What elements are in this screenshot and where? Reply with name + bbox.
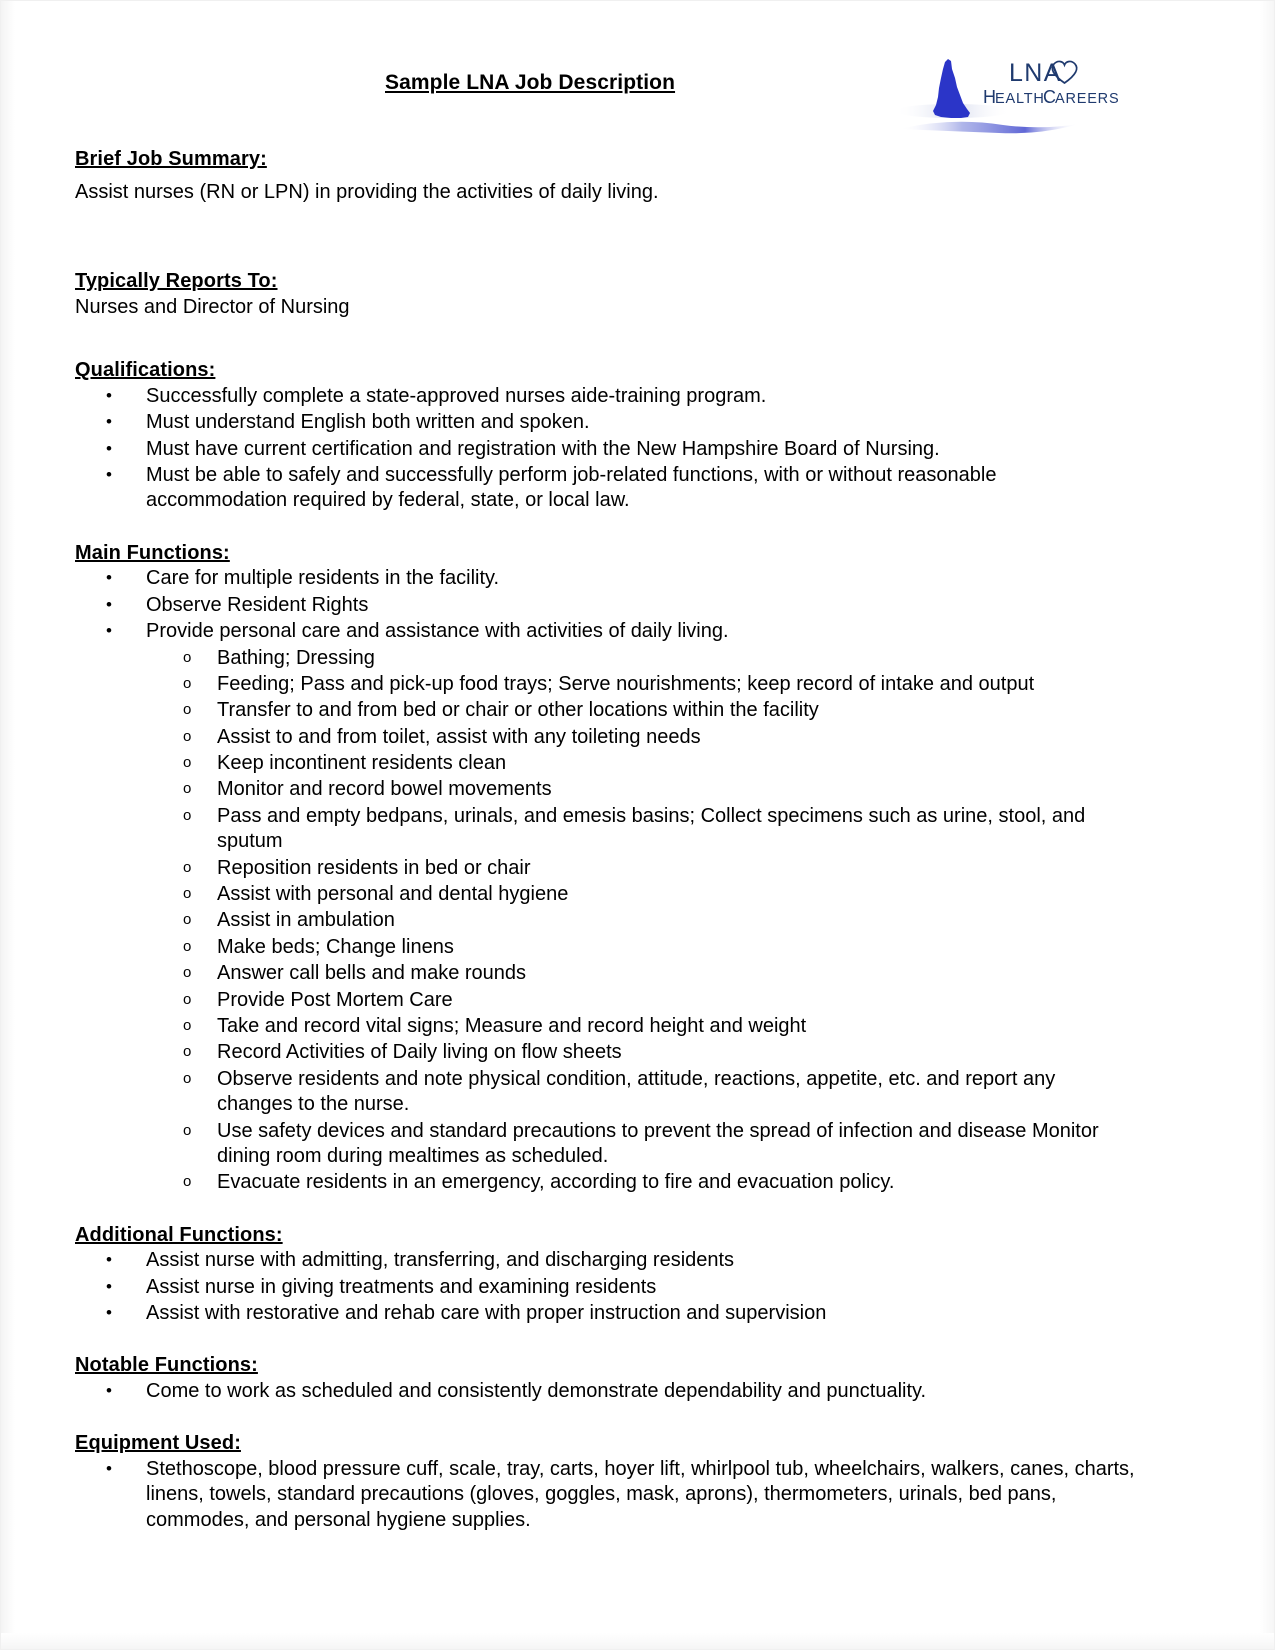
list-item-text: Use safety devices and standard precautions to prevent the spread of infection and disease Monitor dining room during mealtimes as scheduled. [217, 1119, 1099, 1167]
bullet-marker: • [106, 385, 112, 405]
additional-functions-list [75, 1248, 1135, 1326]
list-item-text: Bathing; Dressing [217, 646, 375, 669]
list-item [75, 751, 1135, 776]
list-item-text: Keep incontinent residents clean [217, 752, 507, 775]
subbullet-marker: o [183, 1016, 192, 1034]
list-item-text: Observe Resident Rights [146, 593, 369, 616]
list-item [75, 698, 1135, 723]
subbullet-marker: o [183, 648, 192, 666]
list-item [75, 619, 1135, 644]
subbullet-marker: o [183, 1069, 192, 1087]
page-edge-shadow-right [1260, 1, 1274, 1649]
list-item [75, 908, 1135, 933]
list-item [75, 1379, 1135, 1404]
list-item-text: Reposition residents in bed or chair [217, 856, 531, 879]
bullet-marker: • [106, 1303, 112, 1323]
logo-brand-secondary-ealth: EALTH [995, 91, 1045, 107]
list-item-text: Must be able to safely and successfully perform job-related functions, with or without reasonable accommodation required by federal, state, or local law. [146, 463, 997, 512]
bullet-marker: • [106, 568, 112, 588]
subbullet-marker: o [183, 858, 192, 876]
list-item-text: Provide Post Mortem Care [217, 988, 453, 1011]
list-item [75, 593, 1135, 618]
list-item [75, 1067, 1135, 1118]
list-item-text: Come to work as scheduled and consistently demonstrate dependability and punctuality. [146, 1380, 927, 1403]
list-item [75, 882, 1135, 907]
list-item-text: Care for multiple residents in the facility. [146, 567, 500, 590]
list-item-text: Record Activities of Daily living on flow sheets [217, 1041, 622, 1064]
logo-brand-secondary-c: C [1043, 87, 1057, 107]
bullet-marker: • [106, 1381, 112, 1401]
list-item-text: Assist with personal and dental hygiene [217, 883, 569, 906]
subbullet-marker: o [183, 780, 192, 798]
list-item [75, 988, 1135, 1013]
subbullet-marker: o [183, 754, 192, 772]
list-item-text: Evacuate residents in an emergency, according to fire and evacuation policy. [217, 1171, 895, 1194]
list-item [75, 935, 1135, 960]
bullet-marker: • [106, 412, 112, 432]
lna-health-careers-logo [891, 51, 1127, 137]
document-header [75, 59, 1135, 147]
subbullet-marker: o [183, 964, 192, 982]
heading-brief-job-summary: Brief Job Summary: [75, 148, 267, 170]
list-item-text: Answer call bells and make rounds [217, 962, 527, 985]
subbullet-marker: o [183, 885, 192, 903]
subbullet-marker: o [183, 911, 192, 929]
page-title: Sample LNA Job Description [385, 71, 676, 94]
heading-main-functions: Main Functions: [75, 541, 230, 564]
list-item [75, 1170, 1135, 1195]
list-item [75, 384, 1135, 409]
list-item [75, 1119, 1135, 1170]
list-item-text: Feeding; Pass and pick-up food trays; Serve nourishments; keep record of intake and output [217, 672, 1035, 695]
list-item-text: Must understand English both written and spoken. [146, 411, 590, 434]
list-item [75, 463, 1135, 514]
bullet-marker: • [106, 594, 112, 614]
list-item-text: Must have current certification and registration with the New Hampshire Board of Nursing. [146, 437, 940, 460]
list-item-text: Stethoscope, blood pressure cuff, scale, tray, carts, hoyer lift, whirlpool tub, wheelchairs, walkers, canes, charts, linens, towels, standard precautions (gloves, goggles, mask, aprons), thermometers, urinals, bed pans, commodes, and personal hygiene supplies. [146, 1458, 1135, 1531]
bullet-marker: • [106, 1276, 112, 1296]
list-item [75, 961, 1135, 986]
list-item-text: Observe residents and note physical condition, attitude, reactions, appetite, etc. and report any changes to the nurse. [217, 1067, 1056, 1116]
subbullet-marker: o [183, 1121, 192, 1139]
list-item [75, 646, 1135, 671]
bullet-marker: • [106, 438, 112, 458]
subbullet-marker: o [183, 1043, 192, 1061]
subbullet-marker: o [183, 727, 192, 745]
new-hampshire-state-icon [933, 59, 970, 118]
qualifications-list [75, 384, 1135, 514]
page-edge-shadow-left [1, 1, 15, 1649]
heading-notable-functions: Notable Functions: [75, 1354, 258, 1377]
list-item [75, 437, 1135, 462]
list-item-text: Transfer to and from bed or chair or other locations within the facility [217, 699, 819, 722]
brief-job-summary-body: Assist nurses (RN or LPN) in providing the activities of daily living. [75, 180, 659, 203]
list-item [75, 725, 1135, 750]
main-functions-list [75, 566, 1135, 644]
bullet-marker: • [106, 464, 112, 484]
list-item-text: Assist nurse in giving treatments and examining residents [146, 1275, 657, 1298]
logo-brand-primary: LNA [1009, 59, 1062, 87]
heading-typically-reports-to: Typically Reports To: [75, 269, 278, 292]
subbullet-marker: o [183, 990, 192, 1008]
main-functions-sublist [75, 646, 1135, 1196]
list-item-text: Assist to and from toilet, assist with any toileting needs [217, 725, 701, 748]
heading-qualifications: Qualifications: [75, 359, 216, 382]
list-item [75, 1040, 1135, 1065]
heading-equipment-used: Equipment Used: [75, 1432, 241, 1455]
list-item-text: Assist with restorative and rehab care with proper instruction and supervision [146, 1302, 827, 1325]
list-item [75, 804, 1135, 855]
logo-brand-secondary-areers: AREERS [1055, 91, 1120, 107]
list-item [75, 672, 1135, 697]
document-content [75, 59, 1135, 1534]
subbullet-marker: o [183, 1173, 192, 1191]
list-item-text: Pass and empty bedpans, urinals, and emesis basins; Collect specimens such as urine, stool, and sputum [217, 804, 1086, 853]
logo-brand-secondary: H [983, 87, 997, 107]
list-item-text: Monitor and record bowel movements [217, 778, 552, 801]
list-item [75, 777, 1135, 802]
list-item [75, 410, 1135, 435]
list-item [75, 1014, 1135, 1039]
list-item [75, 1301, 1135, 1326]
typically-reports-to-body: Nurses and Director of Nursing [75, 296, 350, 319]
logo-swoosh [899, 122, 1079, 134]
subbullet-marker: o [183, 806, 192, 824]
bullet-marker: • [106, 621, 112, 641]
list-item [75, 566, 1135, 591]
list-item [75, 1275, 1135, 1300]
subbullet-marker: o [183, 937, 192, 955]
list-item-text: Take and record vital signs; Measure and record height and weight [217, 1014, 807, 1037]
list-item-text: Provide personal care and assistance with activities of daily living. [146, 620, 729, 643]
list-item-text: Assist nurse with admitting, transferring, and discharging residents [146, 1249, 735, 1272]
equipment-used-list [75, 1457, 1135, 1533]
subbullet-marker: o [183, 701, 192, 719]
list-item-text: Assist in ambulation [217, 909, 395, 932]
list-item-text: Successfully complete a state-approved nurses aide-training program. [146, 384, 767, 407]
bullet-marker: • [106, 1250, 112, 1270]
subbullet-marker: o [183, 674, 192, 692]
list-item [75, 1457, 1135, 1533]
list-item [75, 856, 1135, 881]
bullet-marker: • [106, 1459, 112, 1479]
heading-additional-functions: Additional Functions: [75, 1223, 283, 1246]
notable-functions-list [75, 1379, 1135, 1404]
list-item-text: Make beds; Change linens [217, 935, 454, 958]
list-item [75, 1248, 1135, 1273]
page-edge-shadow-bottom [1, 1633, 1274, 1649]
